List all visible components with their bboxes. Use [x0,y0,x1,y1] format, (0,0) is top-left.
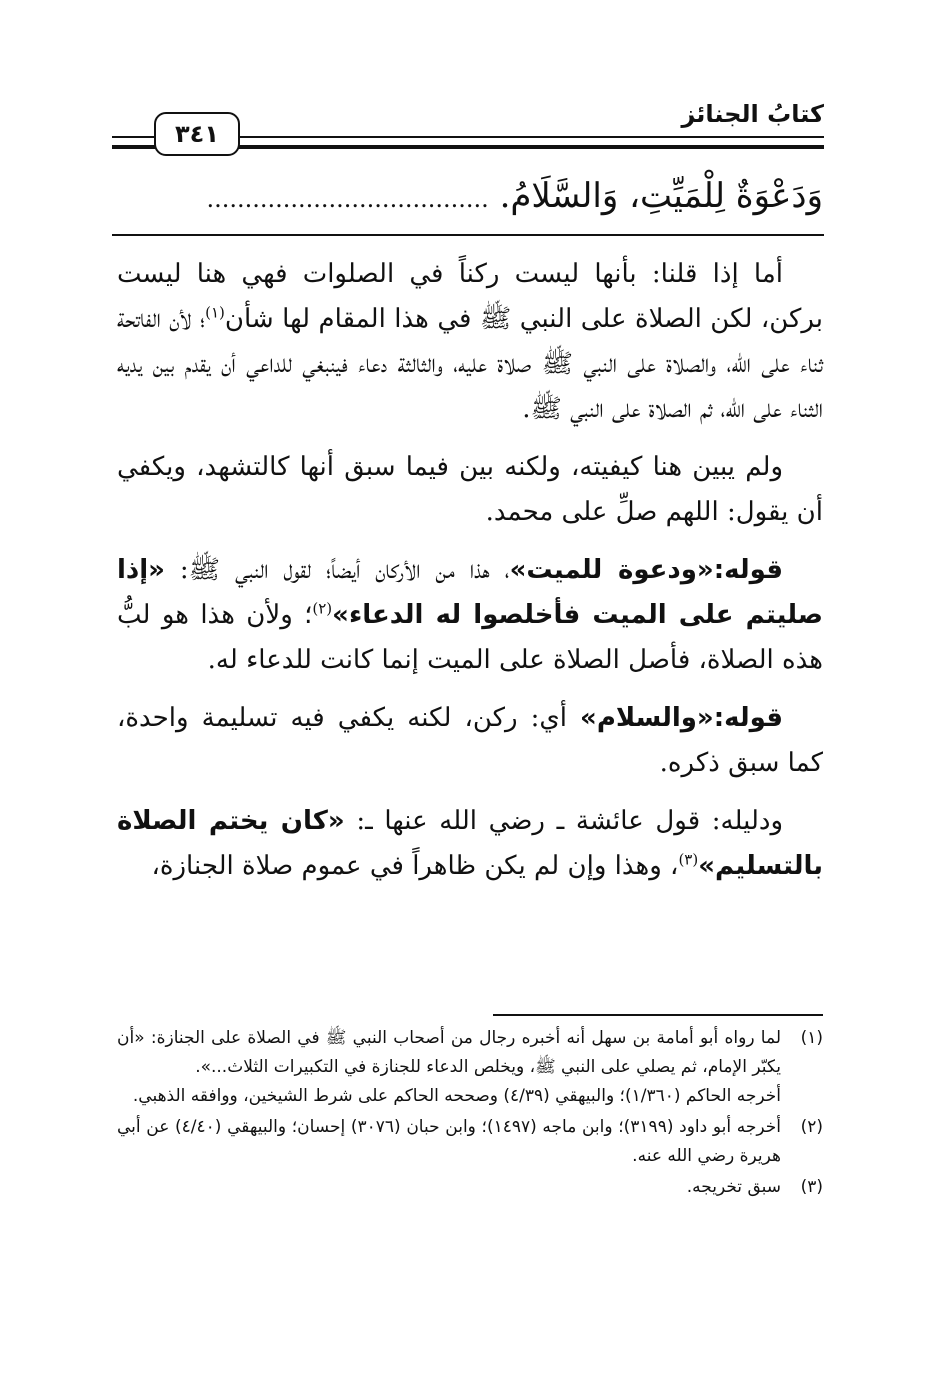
footnote-number: (٢) [800,1117,823,1137]
footnotes [117,1024,823,1204]
footnote-ref-1[interactable]: (١) [205,303,225,322]
matn-text: وَدَعْوَةٌ لِلْمَيِّتِ، وَالسَّلَامُ. [499,176,823,216]
footnote-number: (١) [800,1028,823,1048]
matn-quote: «والسلام» [580,703,714,733]
matn-quote: «ودعوة للميت» [509,555,714,585]
qawluhu-label: قوله: [713,703,783,733]
paragraph-5: ودليله: قول عائشة ـ رضي الله عنها ـ: «كان يختم الصلاة بالتسليم»$^{(٣)}$، وهذا وإن لم يكن ظاهراً في عموم صلاة الجنازة، [117,806,823,881]
qawluhu-label: قوله: [713,555,783,585]
footnote-ref-3[interactable]: (٣) [678,850,699,869]
footnote-ref-2[interactable]: (٢) [312,599,333,618]
paragraph-1: أما إذا قلنا: بأنها ليست ركناً في الصلوات فهي هنا ليست بركن، لكن الصلاة على النبي ﷺ في هذا المقام لها شأن$^{(١)}$؛ لأن الفاتحة ثناء على الله، والصلاة على النبي ﷺ صلاة عليه، والثالثة دعاء فينبغي للداعي أن يقدم بين يديه الثناء على الله، ثم الصلاة على النبي ﷺ. [117,259,823,424]
page-header [112,92,824,154]
matn-line [117,166,823,226]
footnote-2 [117,1113,823,1171]
matn-rule [112,234,824,236]
footnote-text: لما رواه أبو أمامة بن سهل أنه أخبره رجال من أصحاب النبي ﷺ في الصلاة على الجنازة: «أن يكبّر الإمام، ثم يصلي على النبي ﷺ، ويخلص الدعاء للجنازة في التكبيرات الثلاث...». [117,1028,781,1077]
footnote-text: أخرجه الحاكم (١/٣٦٠)؛ والبيهقي (٤/٣٩) وصححه الحاكم على شرط الشيخين، ووافقه الذهبي. [132,1086,781,1106]
running-title: كتابُ الجنائز [681,100,824,128]
footnote-text: أخرجه أبو داود (٣١٩٩)؛ وابن ماجه (١٤٩٧)؛ وابن حبان (٣٠٧٦) إحسان؛ والبيهقي (٤/٤٠) عن أبي هريرة رضي الله عنه. [117,1117,781,1166]
footnote-separator [493,1014,823,1016]
footnote-number: (٣) [800,1177,823,1197]
paragraph-2: ولم يبين هنا كيفيته، ولكنه بين فيما سبق أنها كالتشهد، ويكفي أن يقول: اللهم صلِّ على محمد. [117,452,823,527]
matn-dots: ..................................... [206,185,489,213]
footnote-3 [117,1173,823,1202]
footnote-text: سبق تخريجه. [686,1177,781,1197]
page-number: ٣٤١ [154,112,240,156]
hadith-quote: «كان يختم الصلاة بالتسليم» [117,806,823,881]
footnote-1 [117,1024,823,1111]
commentary-body [117,252,823,902]
paragraph-3: قوله:«ودعوة للميت»، هذا من الأركان أيضاً؛ لقول النبي ﷺ: «إذا صليتم على الميت فأخلصوا له الدعاء»$^{(٢)}$؛ ولأن هذا هو لبُّ هذه الصلاة، فأصل الصلاة على الميت إنما كانت للدعاء له. [117,555,823,675]
paragraph-4: قوله:«والسلام» أي: ركن، لكنه يكفي فيه تسليمة واحدة، كما سبق ذكره. [117,703,823,778]
hadith-quote: «إذا صليتم على الميت فأخلصوا له الدعاء» [117,555,823,630]
